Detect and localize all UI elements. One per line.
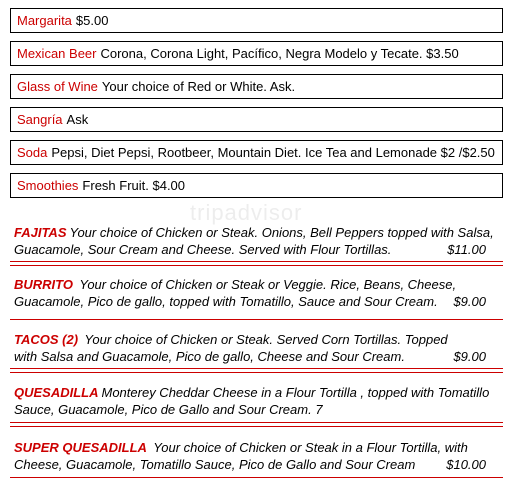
item-price: $11.00 bbox=[447, 242, 486, 257]
item-desc-line-1: Your choice of Chicken or Steak in a Flour Tortilla, with bbox=[149, 440, 468, 455]
drink-name: Sangría bbox=[17, 112, 63, 127]
item-name: TACOS (2) bbox=[14, 332, 79, 347]
separator bbox=[10, 261, 503, 266]
item-line-2 bbox=[14, 348, 498, 365]
item-line-1 bbox=[14, 384, 498, 401]
drink-name: Mexican Beer bbox=[17, 46, 97, 61]
item-line-1 bbox=[14, 224, 498, 241]
watermark: tripadvisor bbox=[190, 200, 303, 225]
item-line-2 bbox=[14, 456, 498, 473]
item-line-2 bbox=[14, 401, 498, 418]
menu-item-tacos bbox=[14, 331, 498, 365]
drink-name: Glass of Wine bbox=[17, 79, 98, 94]
item-desc-line-2: Guacamole, Pico de gallo, topped with Tomatillo, Sauce and Sour Cream. bbox=[14, 294, 438, 309]
item-line-1 bbox=[14, 331, 498, 348]
drink-desc: Pepsi, Diet Pepsi, Rootbeer, Mountain Diet. Ice Tea and Lemonade $2 /$2.50 bbox=[51, 145, 495, 160]
item-line-1 bbox=[14, 276, 498, 293]
item-desc-line-1: Monterey Cheddar Cheese in a Flour Tortilla , topped with Tomatillo bbox=[101, 385, 490, 400]
drink-desc: Fresh Fruit. $4.00 bbox=[82, 178, 186, 193]
item-line-1 bbox=[14, 439, 498, 456]
drinks-section bbox=[10, 8, 503, 206]
item-name: BURRITO bbox=[14, 277, 73, 292]
drink-name: Margarita bbox=[17, 13, 72, 28]
item-price: $9.00 bbox=[453, 349, 486, 364]
drink-desc: Corona, Corona Light, Pacífico, Negra Modelo y Tecate. $3.50 bbox=[100, 46, 459, 61]
item-line-2 bbox=[14, 241, 498, 258]
item-line-2 bbox=[14, 293, 498, 310]
drink-name: Smoothies bbox=[17, 178, 79, 193]
item-desc-line-1: Your choice of Chicken or Steak. Onions, Bell Peppers topped with Salsa, bbox=[69, 225, 494, 240]
drink-desc: $5.00 bbox=[75, 13, 109, 28]
item-desc-line-2: with Salsa and Guacamole, Pico de gallo, Cheese and Sour Cream. bbox=[14, 349, 405, 364]
menu-item-quesadilla bbox=[14, 384, 498, 418]
item-name: SUPER QUESADILLA bbox=[14, 440, 147, 455]
menu-item-burrito bbox=[14, 276, 498, 310]
menu-item-fajitas bbox=[14, 224, 498, 258]
drink-box-smoothies bbox=[10, 173, 503, 198]
item-price: $10.00 bbox=[446, 457, 486, 472]
drink-box-margarita bbox=[10, 8, 503, 33]
separator bbox=[10, 368, 503, 373]
separator bbox=[10, 422, 503, 427]
item-desc-line-2: Sauce, Guacamole, Pico de Gallo and Sour Cream. 7 bbox=[14, 402, 323, 417]
separator bbox=[10, 477, 503, 478]
drink-name: Soda bbox=[17, 145, 48, 160]
drink-box-soda bbox=[10, 140, 503, 165]
drink-box-mexican-beer bbox=[10, 41, 503, 66]
drink-desc: Your choice of Red or White. Ask. bbox=[101, 79, 296, 94]
drink-box-sangria bbox=[10, 107, 503, 132]
drink-box-glass-of-wine bbox=[10, 74, 503, 99]
item-desc-line-1: Your choice of Chicken or Steak. Served Corn Tortillas. Topped bbox=[81, 332, 448, 347]
item-price: $9.00 bbox=[453, 294, 486, 309]
item-desc-line-2: Guacamole, Sour Cream and Cheese. Served with Flour Tortillas. bbox=[14, 242, 392, 257]
item-name: QUESADILLA bbox=[14, 385, 99, 400]
drink-desc: Ask bbox=[66, 112, 89, 127]
menu-item-super-quesadilla bbox=[14, 439, 498, 473]
item-desc-line-2: Cheese, Guacamole, Tomatillo Sauce, Pico de Gallo and Sour Cream bbox=[14, 457, 416, 472]
item-name: FAJITAS bbox=[14, 225, 67, 240]
item-desc-line-1: Your choice of Chicken or Steak or Veggie. Rice, Beans, Cheese, bbox=[75, 277, 457, 292]
separator bbox=[10, 319, 503, 320]
